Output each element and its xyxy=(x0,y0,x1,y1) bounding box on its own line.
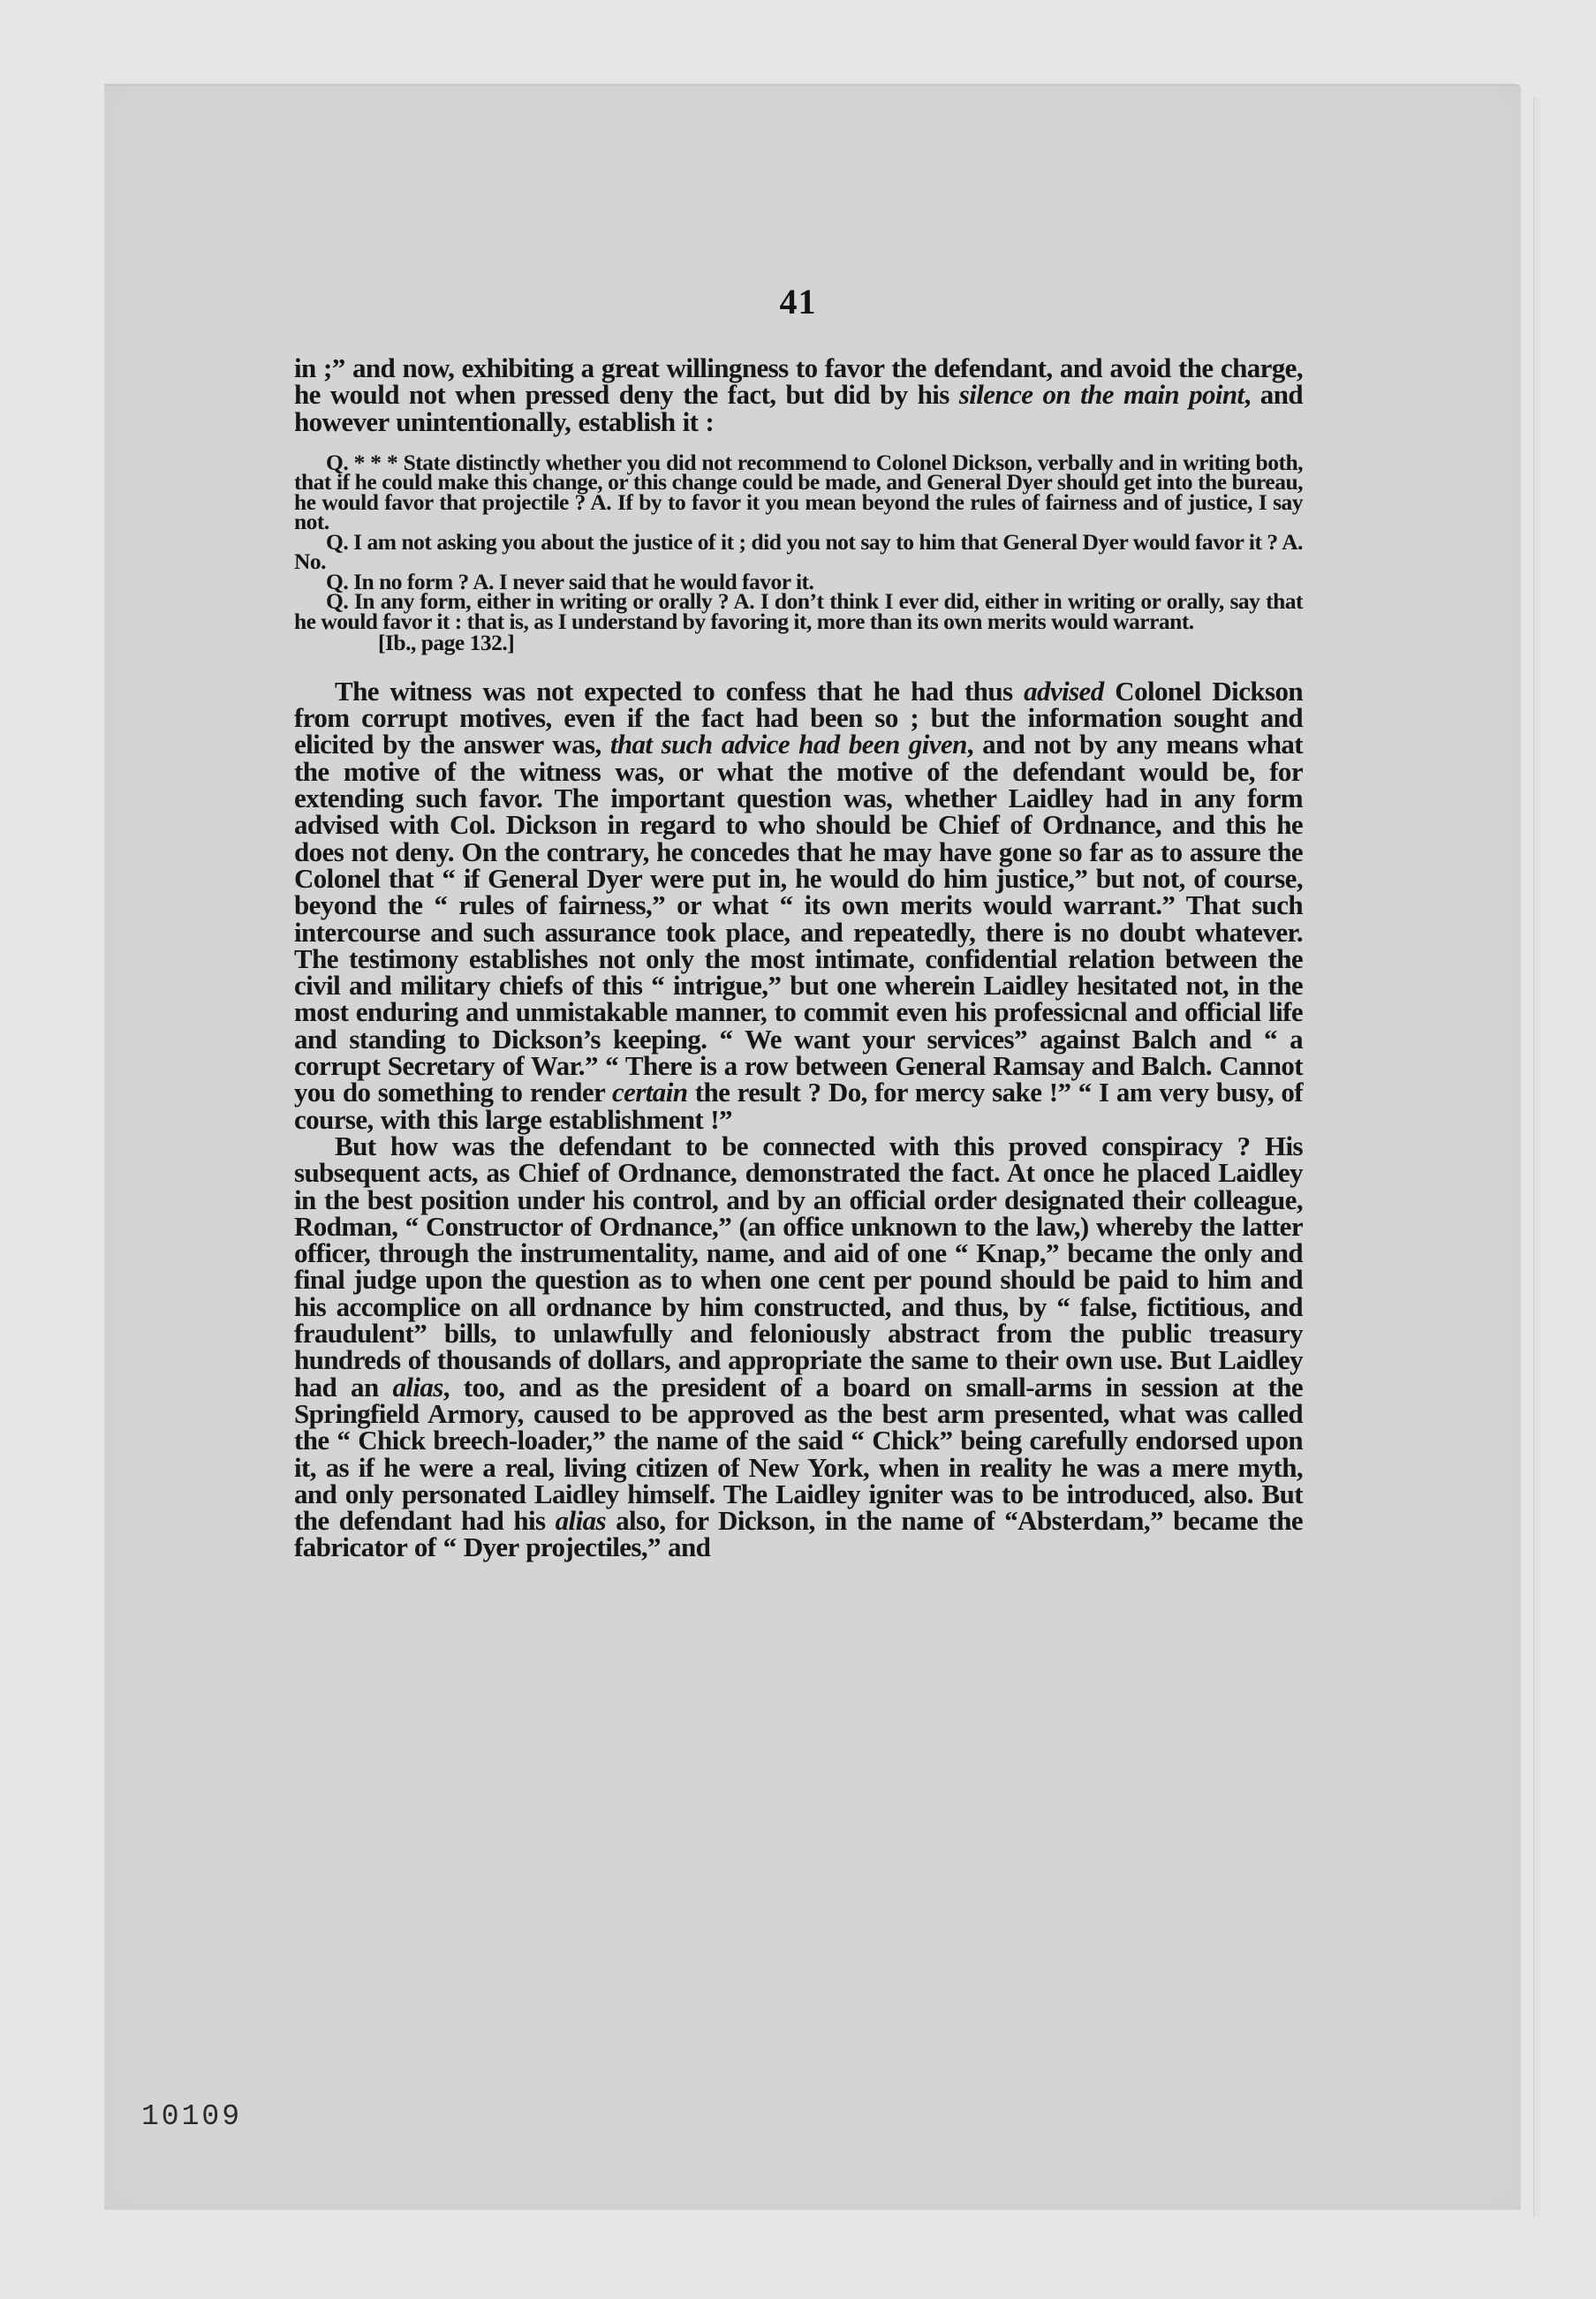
intro-text-2: , and however unintentionally, establish it : xyxy=(294,379,1303,437)
para-text-italic: certain xyxy=(612,1077,688,1108)
body-paragraph-1 xyxy=(294,675,1303,1135)
para-text-italic: advised xyxy=(1024,675,1104,707)
testimony-line: Q. I am not asking you about the justice of it ; did you not say to him that General Dyer would favor it ? A. No. xyxy=(294,528,1303,575)
para-text: , too, and as the president of a board on small-arms in session at the Springfield Armory, caused to be approved as the best arm presented, what was called the “ Chick breech-loader,” the name of the said “ Chick” being carefully endorsed upon it, as if he were a real, living citizen of New York, when in reality he was a mere myth, and only personated Laidley himself. The Laidley igniter was to be introduced, also. But the defendant had his xyxy=(294,1371,1304,1537)
testimony-line: Q. In no form ? A. I never said that he would favor it. xyxy=(326,568,814,594)
intro-paragraph xyxy=(294,352,1303,437)
page-edge-line xyxy=(1533,97,1541,2217)
testimony-line: Q. In any form, either in writing or orally ? A. I don’t think I ever did, either in writing or orally, say that he would favor it : that is, as I understand by favoring it, more than its own merits would warrant. xyxy=(294,588,1303,634)
para-text: But how was the defendant to be connected with this proved conspiracy ? His subsequent acts, as Chief of Ordnance, demonstrated the fact. At once he placed Laidley in the best position under his control, and by an official order designated their colleague, Rodman, “ Constructor of Ordnance,” (an office unknown to the law,) whereby the latter officer, through the instrumentality, name, and aid of one “ Knap,” became the only and final judge upon the question as to when one cent per pound should be paid to him and his accomplice on all ordnance by him constructed, and thus, by “ false, fictitious, and fraudulent” bills, to unlawfully and feloniously abstract from the public treasury hundreds of thousands of dollars, and appropriate the same to their own use. But Laidley had an xyxy=(294,1130,1303,1403)
intro-text-italic: silence on the main point xyxy=(958,379,1244,411)
para-text-italic: that such advice had been given xyxy=(609,729,967,760)
text-column xyxy=(294,352,1304,1563)
page-number: 41 xyxy=(779,282,817,321)
para-text-italic: alias xyxy=(392,1371,443,1403)
para-text: The witness was not expected to confess that he had thus xyxy=(335,675,1025,707)
body-paragraph-2 xyxy=(294,1130,1304,1563)
testimony-citation: [Ib., page 132.] xyxy=(378,630,515,656)
para-text: the result ? Do, for mercy sake !” “ I am very busy, of course, with this large establishment !” xyxy=(294,1077,1303,1135)
testimony-line: Q. * * * State distinctly whether you did not recommend to Colonel Dickson, verbally and in writing both, that if he could make this change, or this change could be made, and General Dyer should get into the bureau, he would favor that projectile ? A. If by to favor it you mean beyond the rules of fairness and of justice, I say not. xyxy=(294,449,1303,535)
main-body xyxy=(294,675,1304,1563)
para-text: Colonel Dickson from corrupt motives, even if the fact had been so ; but the information sought and elicited by the answer was, xyxy=(294,675,1303,760)
archive-number: 10109 xyxy=(141,2100,243,2133)
intro-text-1: in ;” and now, exhibiting a great willingness to favor the defendant, and avoid the charge, he would not when pressed deny the fact, but did by his xyxy=(294,352,1303,411)
para-text: , and not by any means what the motive of the witness was, or what the motive of the defendant would be, for extending such favor. The important question was, whether Laidley had in any form advised with Col. Dickson in regard to who should be Chief of Ordnance, and this he does not deny. On the contrary, he concedes that he may have gone so far as to assure the Colonel that “ if General Dyer were put in, he would do him justice,” but not, of course, beyond the “ rules of fairness,” or what “ its own merits would warrant.” That such intercourse and such assurance took place, and repeatedly, there is no doubt whatever. The testimony establishes not only the most intimate, confidential relation between the civil and military chiefs of this “ intrigue,” but one wherein Laidley hesitated not, in the most enduring and unmistakable manner, to commit even his professicnal and official life and standing to Dickson’s keeping. “ We want your services” against Balch and “ a corrupt Secretary of War.” “ There is a row between General Ramsay and Balch. Cannot you do something to render xyxy=(294,729,1303,1108)
para-text: also, for Dickson, in the name of “Absterdam,” became the fabricator of “ Dyer projectiles,” and xyxy=(294,1505,1303,1563)
para-text-italic: alias xyxy=(555,1505,606,1537)
testimony-block xyxy=(294,449,1303,656)
